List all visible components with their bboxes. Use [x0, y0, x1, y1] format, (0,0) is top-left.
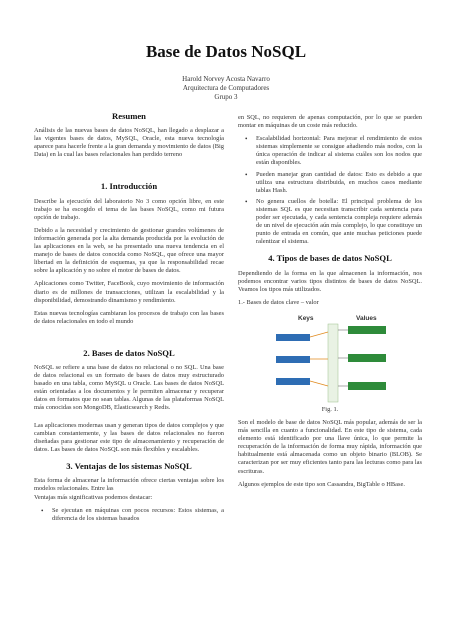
key-value-figure	[270, 312, 390, 404]
right-column	[238, 114, 422, 494]
author-block	[0, 75, 452, 102]
key-box	[276, 356, 310, 363]
arrow-icon	[310, 332, 328, 337]
author-course: Arquitectura de Computadores	[182, 84, 270, 92]
intro-paragraph-3: Aplicaciones como Twitter, FaceBook, cuyo movimiento de información diario es de millones de transacciones, utilizan la escalabilidad y la disponibilidad, demostrando dinamismo y rendimiento.	[34, 280, 224, 304]
paper-title: Base de Datos NoSQL	[145, 42, 307, 61]
section-1-heading: 1. Introducción	[100, 181, 158, 192]
left-column	[34, 112, 224, 527]
list-item: • Escalabilidad horizontal: Para mejorar el rendimiento de estos sistemas simplemente se consigue añadiendo más nodos, con la única operación de indicar al sistema cuáles son los nodos que están disponibles.	[256, 135, 422, 167]
figure-caption: Fig. 1.	[321, 405, 339, 413]
hash-column	[328, 324, 338, 402]
value-box	[348, 326, 386, 334]
keys-label: Keys	[298, 314, 314, 322]
key-value-diagram	[270, 312, 390, 404]
intro-paragraph-1: Describe la ejecución del laboratorio No 3 como opción libre, en este trabajo se ha escogido el tema de las bases NoSQL, como mi futura opción de trabajo.	[34, 197, 224, 221]
key-box	[276, 378, 310, 385]
list-item: • Pueden manejar gran cantidad de datos: Esto es debido a que utiliza una estructura distribuida, en muchos casos mediante tablas Hash.	[256, 171, 422, 195]
author-group: Grupo 3	[214, 93, 238, 101]
values-label: Values	[356, 314, 377, 322]
arrow-icon	[310, 381, 328, 386]
list-item: • No genera cuellos de botella: El principal problema de los sistemas SQL es que necesitan transcribir cada sentencia para poder ser ejecutada, y cada sentencia compleja requiere además de un nivel de ejecución aún más complejo, lo que constituye un punto de entrada en común, que ante muchas peticiones puede ralentizar el sistema.	[256, 198, 422, 247]
intro-paragraph-4: Estas nuevas tecnologías cambiaran los procesos de trabajo con las bases de datos relacionales en todo el mundo	[34, 309, 224, 325]
key-box	[276, 334, 310, 341]
tipos-subheading: 1.- Bases de datos clave – valor	[238, 298, 319, 306]
nosql-paragraph-1: NoSQL se refiere a una base de datos no relacional o no SQL. Una base de datos relacional es un formato de bases de datos muy estructurado basado en una tabla, como MySQL u Oracle. Las bases de datos NoSQL están orientadas a los documentos y le permiten almacenar y recuperar datos en formatos que no sean tablas. Algunas de las plataformas NoSQL más conocidas son MongoDB, Elasticsearch y Redis.	[34, 363, 224, 412]
continued-paragraph: en SQL, no requieren de apenas computación, por lo que se pueden montar en máquinas de un coste más reducido.	[238, 114, 422, 130]
author-name: Harold Norvey Acosta Navarro	[182, 75, 270, 83]
ventajas-paragraph-1: Esta forma de almacenar la información ofrece ciertas ventajas sobre los modelos relacionales. Entre las	[34, 477, 224, 493]
kv-examples: Algunos ejemplos de este tipo son Cassandra, BigTable o HBase.	[238, 480, 405, 488]
value-box	[348, 354, 386, 362]
intro-paragraph-2: Debido a la necesidad y crecimiento de gestionar grandes volúmenes de información generada por la alta demanda producida por la evolución de las aplicaciones en la web, se ha presentado una nueva tendencia en el manejo de bases de datos conocida como NoSQL, que ofrece una mayor libertad en la definición de esquemas, ya que la responsabilidad recae sobre la aplicación y no sobre el motor de bases de datos.	[34, 226, 224, 275]
list-item: • Se ejecutan en máquinas con pocos recursos: Estos sistemas, a diferencia de los sistemas basados	[52, 507, 224, 523]
tipos-paragraph-1: Dependiendo de la forma en la que almacenen la información, nos podemos encontrar varios tipos distintos de bases de datos NoSQL. Veamos los tipos más utilizados.	[238, 269, 422, 293]
section-2-heading: 2. Bases de datos NoSQL	[83, 347, 175, 358]
section-4-heading: 4. Tipos de bases de datos NoSQL	[268, 253, 392, 264]
value-box	[348, 382, 386, 390]
ventajas-paragraph-2: Ventajas más significativas podemos destacar:	[34, 494, 153, 502]
section-3-heading: 3. Ventajas de los sistemas NoSQL	[66, 460, 192, 471]
ventajas-list-continued	[238, 135, 422, 246]
abstract-heading: Resumen	[112, 111, 146, 121]
kv-paragraph: Son el modelo de base de datos NoSQL más popular, además de ser la más sencilla en cuanto a funcionalidad. En este tipo de sistema, cada elemento está identificado por una llave única, lo que permite la recuperación de la información de forma muy rápida, información que habitualmente está almacenada como un objeto binario (BLOB). Se caracterizan por ser muy eficientes tanto para las lecturas como para las escrituras.	[238, 418, 422, 475]
abstract-text: Análisis de las nuevas bases de datos NoSQL, han llegado a desplazar a las vigentes bases de datos, MySQL, Oracle, esta nueva tecnología aparece para hacerle frente a la gran demanda y movimiento de datos (Big Data) en la cual las bases relacionales han perdido terreno	[34, 127, 224, 159]
ventajas-list	[34, 507, 224, 523]
nosql-paragraph-2: Las aplicaciones modernas usan y generan tipos de datos complejos y que cambian constantemente, y las bases de datos relacionales no fueron diseñadas para gestionar este tipo de almacenamiento y recuperación de datos. Las bases de datos NoSQL son más flexibles y escalables.	[34, 421, 224, 453]
